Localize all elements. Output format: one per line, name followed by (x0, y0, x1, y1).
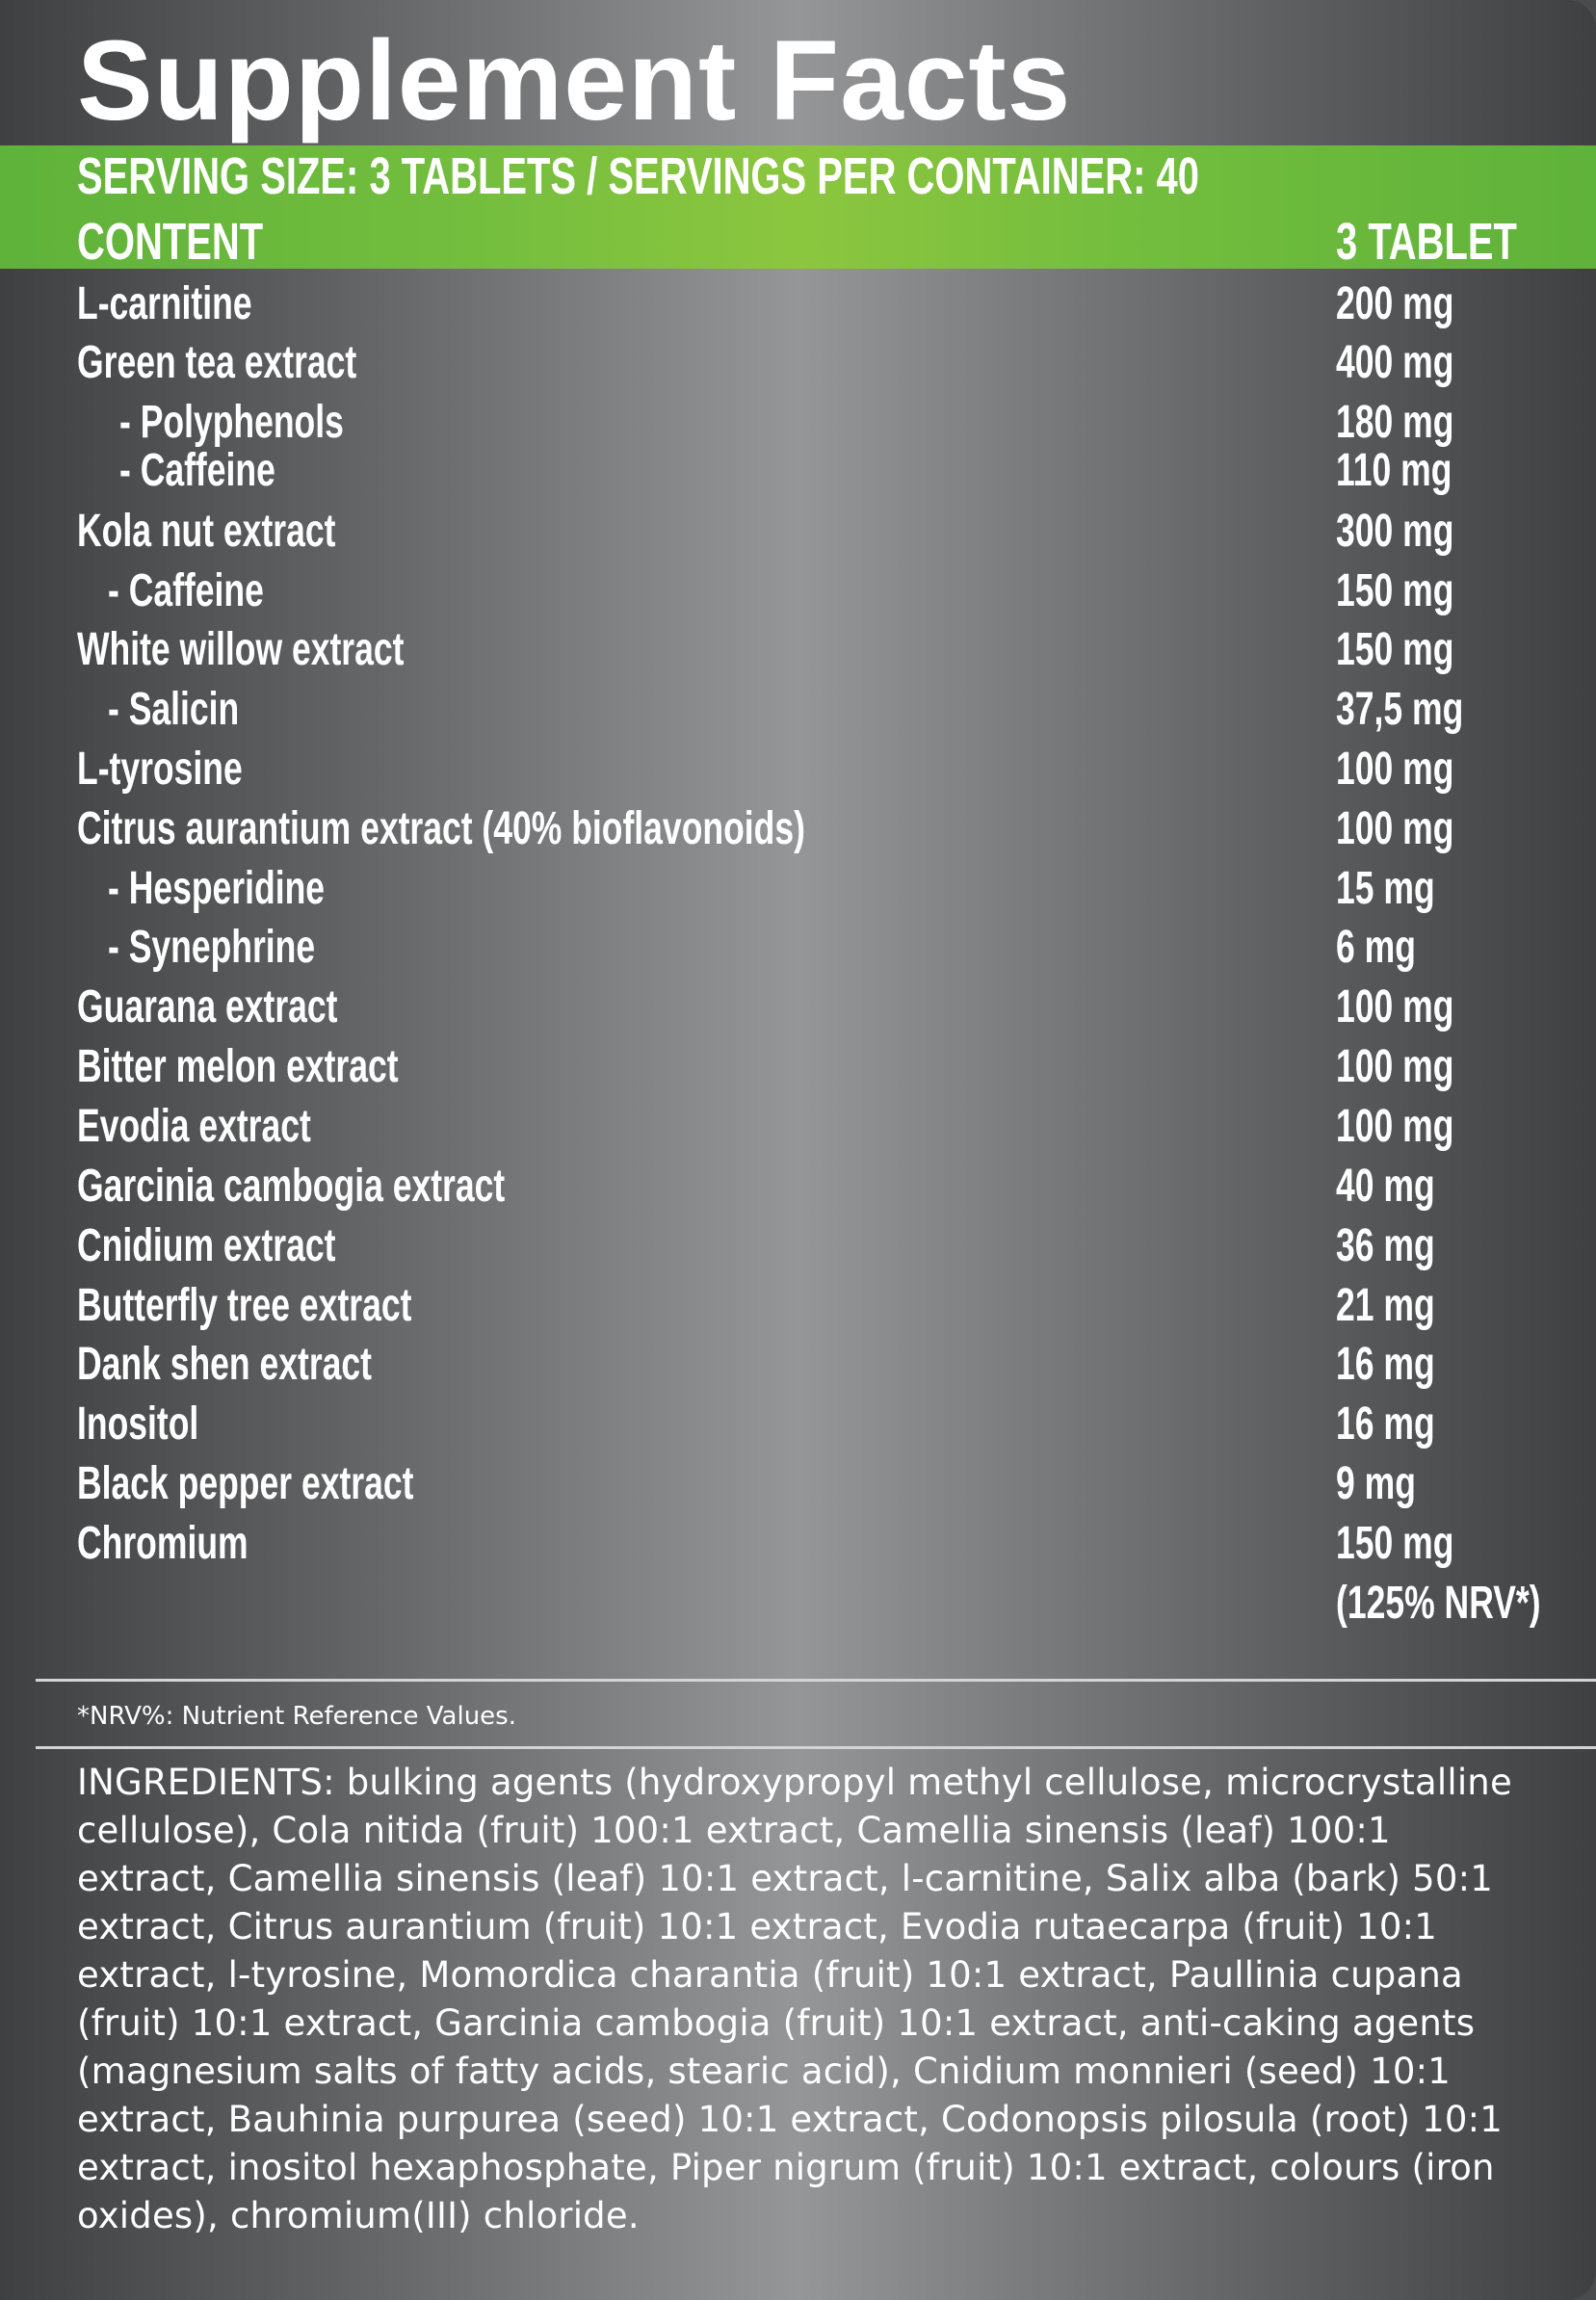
ingredient-name: Green tea extract (77, 337, 357, 388)
ingredient-amount: (125% NRV*) (1336, 1578, 1541, 1629)
ingredient-name: Garcinia cambogia extract (77, 1161, 506, 1212)
ingredient-amount: 150 mg (1336, 1518, 1454, 1569)
ingredient-name: Citrus aurantium extract (40% bioflavonoids) (77, 803, 805, 854)
table-row (0, 502, 1596, 562)
ingredient-amount: 180 mg (1336, 397, 1454, 448)
table-row (0, 1395, 1596, 1454)
table-row (0, 1335, 1596, 1395)
ingredient-amount: 100 mg (1336, 803, 1454, 854)
content-header-text: CONTENT (77, 213, 264, 271)
ingredient-name: - Polyphenols (119, 397, 344, 448)
ingredient-name: Chromium (77, 1518, 249, 1569)
content-column-header (77, 210, 328, 274)
ingredient-amount: 300 mg (1336, 506, 1454, 557)
table-row (0, 1216, 1596, 1276)
ingredient-amount: 100 mg (1336, 981, 1454, 1032)
ingredient-amount: 15 mg (1336, 863, 1435, 914)
table-row (0, 1514, 1596, 1574)
table-row (0, 333, 1596, 393)
ingredient-name: Guarana extract (77, 981, 338, 1032)
ingredient-name: - Salicin (108, 684, 240, 735)
ingredient-name: Black pepper extract (77, 1458, 414, 1509)
ingredient-amount: 200 mg (1336, 278, 1454, 329)
divider-top (36, 1679, 1596, 1682)
table-row (0, 918, 1596, 978)
serving-size-line (77, 144, 1593, 208)
table-row (0, 1276, 1596, 1336)
table-row (0, 1097, 1596, 1157)
ingredient-name: L-tyrosine (77, 744, 243, 795)
table-row (0, 1037, 1596, 1097)
ingredient-amount: 100 mg (1336, 1041, 1454, 1092)
ingredient-name: Inositol (77, 1398, 199, 1450)
ingredient-name: Dank shen extract (77, 1339, 373, 1390)
ingredient-name: Bitter melon extract (77, 1041, 399, 1092)
ingredient-amount: 400 mg (1336, 337, 1454, 388)
table-row (0, 799, 1596, 859)
per-serving-header-text: 3 TABLET (1336, 213, 1517, 271)
table-row (0, 680, 1596, 740)
nrv-footnote: *NRV%: Nutrient Reference Values. (77, 1702, 516, 1731)
ingredient-amount: 16 mg (1336, 1339, 1435, 1390)
ingredient-amount: 6 mg (1336, 922, 1416, 973)
ingredient-name: Kola nut extract (77, 506, 336, 557)
ingredient-name: White willow extract (77, 624, 405, 675)
table-row (0, 740, 1596, 799)
ingredient-name: L-carnitine (77, 278, 252, 329)
ingredient-name: - Caffeine (119, 445, 275, 496)
ingredient-amount: 36 mg (1336, 1220, 1435, 1271)
ingredient-name: - Hesperidine (108, 863, 326, 914)
ingredient-name: - Caffeine (108, 565, 264, 616)
table-row (0, 1454, 1596, 1514)
ingredient-amount: 37,5 mg (1336, 684, 1464, 735)
serving-size-text: SERVING SIZE: 3 TABLETS / SERVINGS PER CONTAINER: 40 (77, 147, 1199, 205)
ingredient-amount: 100 mg (1336, 744, 1454, 795)
table-row (0, 859, 1596, 919)
ingredient-name: Butterfly tree extract (77, 1280, 412, 1331)
ingredient-amount: 110 mg (1336, 445, 1452, 496)
table-row (0, 1157, 1596, 1216)
ingredient-amount: 9 mg (1336, 1458, 1416, 1509)
ingredient-amount: 40 mg (1336, 1161, 1435, 1212)
page-title: Supplement Facts (77, 17, 1072, 144)
divider-bottom (36, 1746, 1596, 1749)
table-row (0, 978, 1596, 1037)
ingredient-amount: 16 mg (1336, 1398, 1435, 1450)
table-row (0, 441, 1596, 501)
ingredients-paragraph: INGREDIENTS: bulking agents (hydroxypropyl methyl cellulose, microcrystalline cellulose), Cola nitida (fruit) 100:1 extract, Camellia sinensis (leaf) 100:1 extract, Camellia sinensis (leaf) 10:1 extract, l-carnitine, Salix alba (bark) 50:1 extract, Citrus aurantium (fruit) 10:1 extract, Evodia rutaecarpa (fruit) 10:1 extract, l-tyrosine, Momordica charantia (fruit) 10:1 extract, Paullinia cupana (fruit) 10:1 extract, Garcinia cambogia (fruit) 10:1 extract, anti-caking agents (magnesium salts of fatty acids, stearic acid), Cnidium monnieri (seed) 10:1 extract, Bauhinia purpurea (seed) 10:1 extract, Codonopsis pilosula (root) 10:1 extract, inositol hexaphosphate, Piper nigrum (fruit) 10:1 extract, colours (iron oxides), chromium(III) chloride. (77, 1762, 1512, 2236)
per-serving-column-header (1336, 210, 1581, 274)
ingredient-amount: 150 mg (1336, 565, 1454, 616)
table-row (0, 1574, 1596, 1634)
table-row (0, 274, 1596, 334)
ingredient-name: Evodia extract (77, 1101, 311, 1152)
table-row (0, 620, 1596, 680)
ingredient-name: Cnidium extract (77, 1220, 336, 1271)
ingredient-amount: 100 mg (1336, 1101, 1454, 1152)
ingredient-amount: 150 mg (1336, 624, 1454, 675)
ingredient-amount: 21 mg (1336, 1280, 1435, 1331)
table-row (0, 562, 1596, 621)
ingredient-name: - Synephrine (108, 922, 316, 973)
